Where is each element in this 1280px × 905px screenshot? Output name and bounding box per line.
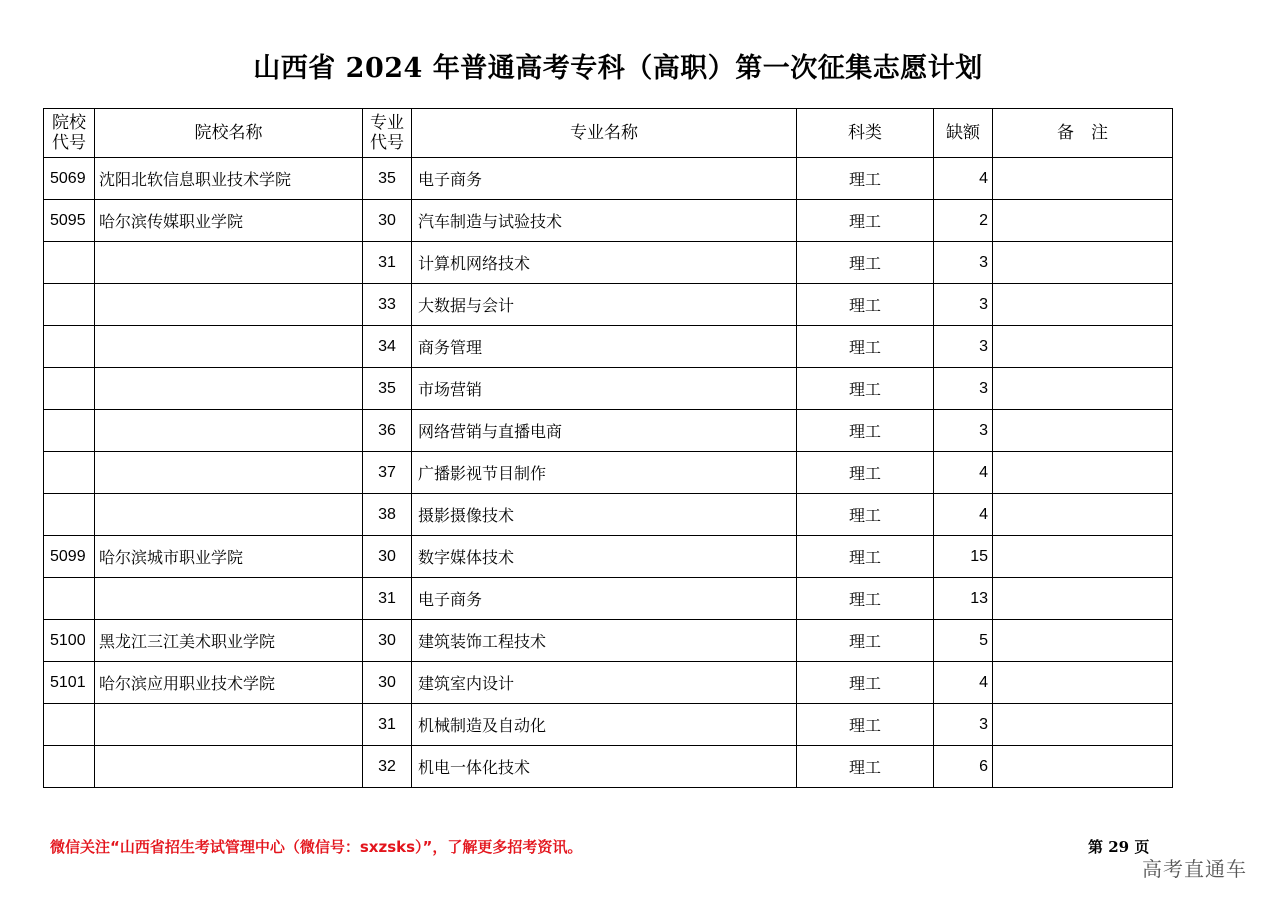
school-name-cell xyxy=(95,410,363,452)
table-header-row xyxy=(44,109,1173,158)
table-row xyxy=(44,578,1173,620)
major-code-cell: 30 xyxy=(363,536,412,578)
remarks-cell xyxy=(993,662,1173,704)
category-cell: 理工 xyxy=(797,452,934,494)
table-row xyxy=(44,746,1173,788)
school-name-cell: 哈尔滨传媒职业学院 xyxy=(95,200,363,242)
shortage-cell: 3 xyxy=(934,704,993,746)
major-name-cell: 摄影摄像技术 xyxy=(412,494,797,536)
remarks-cell xyxy=(993,410,1173,452)
header-major-code-line2: 代号 xyxy=(370,133,404,153)
table-row xyxy=(44,326,1173,368)
school-name-cell xyxy=(95,242,363,284)
school-code-cell xyxy=(44,368,95,410)
table-row xyxy=(44,242,1173,284)
header-major-name: 专业名称 xyxy=(412,109,797,158)
school-name-cell xyxy=(95,284,363,326)
remarks-cell xyxy=(993,494,1173,536)
shortage-cell: 3 xyxy=(934,368,993,410)
category-cell: 理工 xyxy=(797,410,934,452)
school-code-cell xyxy=(44,704,95,746)
school-code-cell xyxy=(44,578,95,620)
shortage-cell: 2 xyxy=(934,200,993,242)
major-code-cell: 33 xyxy=(363,284,412,326)
school-name-cell xyxy=(95,452,363,494)
major-code-cell: 30 xyxy=(363,662,412,704)
category-cell: 理工 xyxy=(797,494,934,536)
major-name-cell: 网络营销与直播电商 xyxy=(412,410,797,452)
header-school-code xyxy=(44,109,95,158)
major-name-cell: 广播影视节目制作 xyxy=(412,452,797,494)
school-name-cell: 沈阳北软信息职业技术学院 xyxy=(95,158,363,200)
school-name-cell: 哈尔滨应用职业技术学院 xyxy=(95,662,363,704)
category-cell: 理工 xyxy=(797,578,934,620)
school-code-cell: 5100 xyxy=(44,620,95,662)
school-name-cell xyxy=(95,746,363,788)
school-name-cell xyxy=(95,326,363,368)
school-code-cell xyxy=(44,746,95,788)
major-name-cell: 电子商务 xyxy=(412,158,797,200)
shortage-cell: 5 xyxy=(934,620,993,662)
remarks-cell xyxy=(993,242,1173,284)
school-name-cell xyxy=(95,368,363,410)
major-name-cell: 汽车制造与试验技术 xyxy=(412,200,797,242)
major-code-cell: 38 xyxy=(363,494,412,536)
major-name-cell: 商务管理 xyxy=(412,326,797,368)
major-code-cell: 37 xyxy=(363,452,412,494)
enrollment-plan-table xyxy=(43,108,1173,788)
school-name-cell: 哈尔滨城市职业学院 xyxy=(95,536,363,578)
category-cell: 理工 xyxy=(797,368,934,410)
major-name-cell: 建筑装饰工程技术 xyxy=(412,620,797,662)
header-school-code-line2: 代号 xyxy=(52,133,86,153)
header-major-code xyxy=(363,109,412,158)
major-name-cell: 大数据与会计 xyxy=(412,284,797,326)
shortage-cell: 4 xyxy=(934,158,993,200)
major-name-cell: 市场营销 xyxy=(412,368,797,410)
school-name-cell xyxy=(95,494,363,536)
school-code-cell xyxy=(44,494,95,536)
table-row xyxy=(44,662,1173,704)
remarks-cell xyxy=(993,578,1173,620)
major-code-cell: 36 xyxy=(363,410,412,452)
school-name-cell xyxy=(95,578,363,620)
wechat-follow-note: 微信关注“山西省招生考试管理中心（微信号：sxzsks）”，了解更多招考资讯。 xyxy=(50,838,583,856)
table-row xyxy=(44,284,1173,326)
major-name-cell: 机电一体化技术 xyxy=(412,746,797,788)
remarks-cell xyxy=(993,452,1173,494)
shortage-cell: 3 xyxy=(934,284,993,326)
major-code-cell: 31 xyxy=(363,704,412,746)
header-major-code-line1: 专业 xyxy=(370,113,404,133)
remarks-cell xyxy=(993,284,1173,326)
major-name-cell: 机械制造及自动化 xyxy=(412,704,797,746)
remarks-cell xyxy=(993,326,1173,368)
shortage-cell: 3 xyxy=(934,242,993,284)
table-row xyxy=(44,410,1173,452)
category-cell: 理工 xyxy=(797,158,934,200)
school-code-cell xyxy=(44,410,95,452)
shortage-cell: 6 xyxy=(934,746,993,788)
table-row xyxy=(44,158,1173,200)
major-code-cell: 35 xyxy=(363,368,412,410)
remarks-cell xyxy=(993,536,1173,578)
school-name-cell: 黑龙江三江美术职业学院 xyxy=(95,620,363,662)
category-cell: 理工 xyxy=(797,200,934,242)
major-name-cell: 数字媒体技术 xyxy=(412,536,797,578)
shortage-cell: 4 xyxy=(934,662,993,704)
major-code-cell: 32 xyxy=(363,746,412,788)
major-name-cell: 建筑室内设计 xyxy=(412,662,797,704)
remarks-cell xyxy=(993,704,1173,746)
major-code-cell: 30 xyxy=(363,620,412,662)
shortage-cell: 4 xyxy=(934,452,993,494)
category-cell: 理工 xyxy=(797,284,934,326)
table-row xyxy=(44,620,1173,662)
category-cell: 理工 xyxy=(797,704,934,746)
table-body xyxy=(44,158,1173,788)
school-code-cell xyxy=(44,242,95,284)
shortage-cell: 3 xyxy=(934,410,993,452)
page-title: 山西省 2024 年普通高考专科（高职）第一次征集志愿计划 xyxy=(253,53,983,84)
school-code-cell xyxy=(44,284,95,326)
school-code-cell: 5069 xyxy=(44,158,95,200)
major-code-cell: 34 xyxy=(363,326,412,368)
category-cell: 理工 xyxy=(797,746,934,788)
category-cell: 理工 xyxy=(797,242,934,284)
watermark-text: 高考直通车 xyxy=(1142,857,1247,881)
school-code-cell: 5095 xyxy=(44,200,95,242)
category-cell: 理工 xyxy=(797,662,934,704)
header-school-code-line1: 院校 xyxy=(52,113,86,133)
school-code-cell: 5099 xyxy=(44,536,95,578)
shortage-cell: 13 xyxy=(934,578,993,620)
shortage-cell: 15 xyxy=(934,536,993,578)
remarks-cell xyxy=(993,200,1173,242)
table-row xyxy=(44,368,1173,410)
table-row xyxy=(44,704,1173,746)
table-row xyxy=(44,536,1173,578)
category-cell: 理工 xyxy=(797,620,934,662)
header-remarks: 备 注 xyxy=(993,109,1173,158)
shortage-cell: 4 xyxy=(934,494,993,536)
remarks-cell xyxy=(993,368,1173,410)
school-name-cell xyxy=(95,704,363,746)
school-code-cell xyxy=(44,326,95,368)
table-row xyxy=(44,452,1173,494)
remarks-cell xyxy=(993,746,1173,788)
major-name-cell: 电子商务 xyxy=(412,578,797,620)
major-code-cell: 30 xyxy=(363,200,412,242)
major-code-cell: 31 xyxy=(363,578,412,620)
header-category: 科类 xyxy=(797,109,934,158)
table-row xyxy=(44,494,1173,536)
header-shortage: 缺额 xyxy=(934,109,993,158)
school-code-cell: 5101 xyxy=(44,662,95,704)
major-code-cell: 31 xyxy=(363,242,412,284)
category-cell: 理工 xyxy=(797,536,934,578)
remarks-cell xyxy=(993,620,1173,662)
category-cell: 理工 xyxy=(797,326,934,368)
major-code-cell: 35 xyxy=(363,158,412,200)
shortage-cell: 3 xyxy=(934,326,993,368)
major-name-cell: 计算机网络技术 xyxy=(412,242,797,284)
table-row xyxy=(44,200,1173,242)
page-number: 第 29 页 xyxy=(1088,838,1150,856)
remarks-cell xyxy=(993,158,1173,200)
school-code-cell xyxy=(44,452,95,494)
header-school-name: 院校名称 xyxy=(95,109,363,158)
